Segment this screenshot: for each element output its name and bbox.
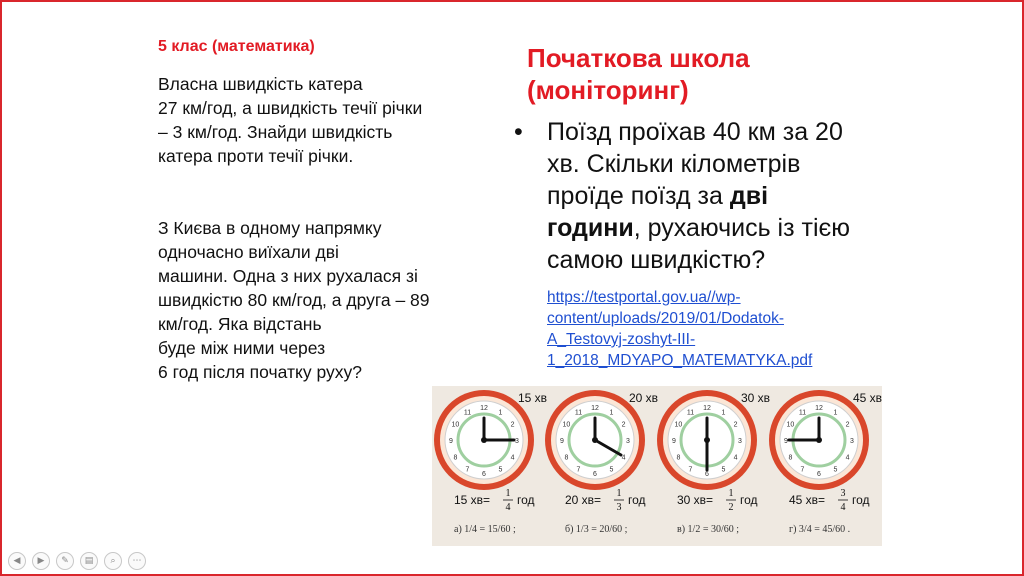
frac-num: 1 [616, 488, 622, 499]
task-1-line: катера проти течії річки. [158, 146, 354, 166]
clocks-image [432, 386, 882, 546]
more-icon[interactable]: ⋯ [128, 552, 146, 570]
clock-number: 10 [451, 421, 460, 429]
clock-number: 2 [733, 421, 738, 429]
row-eq: б) 1/3 = 20/60 ; [565, 524, 628, 535]
frac-den: 4 [505, 502, 511, 513]
row-eq: в) 1/2 = 30/60 ; [677, 524, 740, 535]
clock-number: 1 [609, 409, 614, 417]
clock-eq-label: 45 хв= [789, 493, 826, 507]
clock-number: 7 [688, 466, 693, 474]
clock-number: 3 [738, 438, 742, 445]
right-title-line: (моніторинг) [527, 75, 689, 105]
task-1-line: 27 км/год, а швидкість течії річки [158, 98, 423, 118]
clock-top-label: 45 хв [853, 391, 882, 405]
clock-number: 5 [833, 466, 838, 474]
link-line[interactable]: content/uploads/2019/01/Dodatok- [547, 310, 784, 327]
clock-number: 8 [788, 454, 793, 462]
bullet-text: проїде поїзд за [547, 182, 730, 210]
right-title-line: Початкова школа [527, 43, 750, 73]
clock-number: 8 [564, 454, 569, 462]
clock-number: 11 [686, 409, 695, 417]
frac-num: 1 [728, 488, 734, 499]
clock-number: 8 [453, 454, 458, 462]
play-icon[interactable]: ▶ [32, 552, 50, 570]
clock-number: 2 [510, 421, 515, 429]
bullet-line: Поїзд проїхав 40 км за 20 [547, 118, 843, 146]
clock-center [816, 437, 822, 443]
clock-number: 11 [574, 409, 583, 417]
clocks-drawing [432, 386, 882, 546]
zoom-icon[interactable]: ⌕ [104, 552, 122, 570]
clock-number: 12 [480, 405, 488, 412]
right-title [527, 42, 750, 106]
clock-number: 7 [576, 466, 581, 474]
task-2-line: буде між ними через [158, 338, 326, 358]
clock-number: 6 [593, 471, 597, 478]
task-2 [158, 216, 430, 384]
clock-number: 8 [676, 454, 681, 462]
clock-center [592, 437, 598, 443]
bullet-text: , рухаючись із тією [633, 214, 851, 242]
clock-unit: год [852, 493, 870, 507]
frac-den: 3 [616, 502, 622, 513]
back-icon[interactable]: ◀ [8, 552, 26, 570]
link-line[interactable]: A_Testovyj-zoshyt-III- [547, 331, 696, 348]
link-line[interactable]: 1_2018_MDYAPO_MATEMATYKA.pdf [547, 352, 813, 369]
slides-icon[interactable]: ▤ [80, 552, 98, 570]
clock-number: 1 [498, 409, 503, 417]
bullet-line: хв. Скільки кілометрів [547, 150, 801, 178]
pen-icon[interactable]: ✎ [56, 552, 74, 570]
bullet-bold: дві [729, 182, 769, 210]
task-2-line: км/год. Яка відстань [158, 314, 322, 334]
bullet-icon: • [514, 118, 523, 146]
clock-number: 9 [449, 438, 453, 445]
clock-number: 5 [609, 466, 614, 474]
clock-eq-label: 20 хв= [565, 493, 602, 507]
bullet-bold: години [547, 214, 634, 242]
clock-number: 9 [784, 438, 788, 445]
clock-number: 4 [621, 454, 626, 462]
frac-num: 3 [840, 488, 846, 499]
clock-number: 6 [705, 471, 709, 478]
clock-number: 7 [465, 466, 470, 474]
task-2-line: швидкістю 80 км/год, а друга – 89 [158, 290, 430, 310]
clock-top-label: 20 хв [629, 391, 659, 405]
clock-number: 11 [798, 409, 807, 417]
clock-number: 1 [721, 409, 726, 417]
task-2-line: З Києва в одному напрямку [158, 218, 382, 238]
task-1-line: Власна швидкість катера [158, 74, 363, 94]
clock-number: 11 [463, 409, 472, 417]
clock-number: 3 [515, 438, 519, 445]
clock-eq-label: 15 хв= [454, 493, 491, 507]
bullet-line [547, 212, 850, 244]
clock-number: 4 [510, 454, 515, 462]
clock-number: 5 [498, 466, 503, 474]
clock-number: 3 [626, 438, 630, 445]
clock-number: 4 [845, 454, 850, 462]
row-eq: г) 3/4 = 45/60 . [789, 524, 851, 535]
clock-number: 10 [562, 421, 571, 429]
clock-number: 12 [591, 405, 599, 412]
clock-top-label: 15 хв [518, 391, 548, 405]
presentation-toolbar [8, 552, 146, 570]
bullet-line: самою швидкістю? [547, 246, 766, 274]
clock-number: 12 [703, 405, 711, 412]
clock-number: 12 [815, 405, 823, 412]
clock-unit: год [628, 493, 646, 507]
clock-number: 9 [672, 438, 676, 445]
clock-unit: год [740, 493, 758, 507]
clock-unit: год [517, 493, 535, 507]
clock-number: 10 [674, 421, 683, 429]
task-2-line: машини. Одна з них рухалася зі [158, 266, 418, 286]
clock-number: 6 [817, 471, 821, 478]
clock-number: 7 [800, 466, 805, 474]
task-2-line: 6 год після початку руху? [158, 362, 362, 382]
source-link[interactable] [547, 287, 812, 371]
clock-number: 9 [560, 438, 564, 445]
clock-number: 5 [721, 466, 726, 474]
clock-number: 10 [786, 421, 795, 429]
frac-den: 2 [728, 502, 734, 513]
bullet-line [547, 180, 850, 212]
clock-number: 2 [621, 421, 626, 429]
clock-top-label: 30 хв [741, 391, 771, 405]
task-1 [158, 72, 422, 168]
row-eq: а) 1/4 = 15/60 ; [454, 524, 516, 535]
clock-center [481, 437, 487, 443]
left-title: 5 клас (математика) [158, 38, 315, 55]
task-1-line: – 3 км/год. Знайди швидкість [158, 122, 393, 142]
frac-den: 4 [840, 502, 846, 513]
clock-center [704, 437, 710, 443]
task-2-line: одночасно виїхали дві [158, 242, 339, 262]
clock-number: 2 [845, 421, 850, 429]
clock-number: 1 [833, 409, 838, 417]
clock-number: 3 [850, 438, 854, 445]
clock-eq-label: 30 хв= [677, 493, 714, 507]
clock-number: 6 [482, 471, 486, 478]
clock-number: 4 [733, 454, 738, 462]
frac-num: 1 [505, 488, 511, 499]
link-line[interactable]: https://testportal.gov.ua//wp- [547, 289, 741, 306]
